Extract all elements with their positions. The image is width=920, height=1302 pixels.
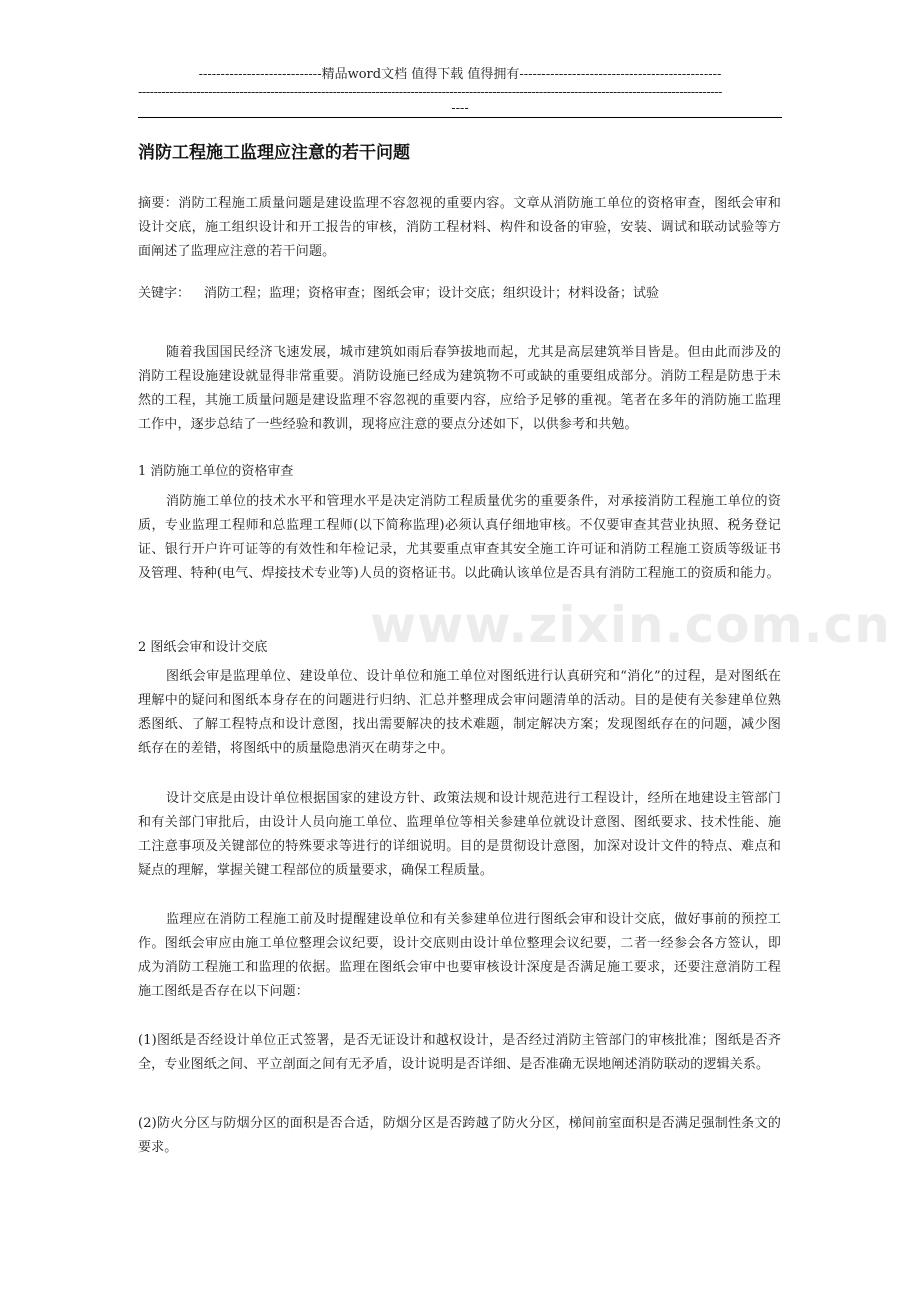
header-line-2: ------------------------------------------------------------------------------------------------------------------------------------------------------ (138, 85, 722, 100)
intro-paragraph: 随着我国国民经济飞速发展，城市建筑如雨后春笋拔地而起，尤其是高层建筑举目皆是。但由此而涉及的消防工程设施建设就显得非常重要。消防设施已经成为建筑物不可或缺的重要组成部分。消防工程是防患于未然的工程，其施工质量问题是建设监理不容忽视的重要内容，应给予足够的重视。笔者在多年的消防施工监理工作中，逐步总结了一些经验和教训，现将应注意的要点分述如下，以供参考和共勉。 (138, 345, 781, 432)
section-2-heading: 2 图纸会审和设计交底 (138, 640, 268, 655)
document-title: 消防工程施工监理应注意的若干问题 (138, 143, 410, 163)
section-2-paragraph-2: 设计交底是由设计单位根据国家的建设方针、政策法规和设计规范进行工程设计，经所在地建设主管部门和有关部门审批后，由设计人员向施工单位、监理单位等相关参建单位就设计意图、图纸要求、技术性能、施工注意事项及关键部位的特殊要求等进行的详细说明。目的是贯彻设计意图，加深对设计文件的特点、难点和疑点的理解，掌握关键工程部位的质量要求，确保工程质量。 (138, 791, 781, 878)
keywords-label: 关键字： (138, 286, 191, 301)
header-rule (138, 117, 782, 118)
section-2-paragraph-3: 监理应在消防工程施工前及时提醒建设单位和有关参建单位进行图纸会审和设计交底，做好事前的预控工作。图纸会审应由施工单位整理会议纪要，设计交底则由设计单位整理会议纪要，二者一经参会各方签认，即成为消防工程施工和监理的依据。监理在图纸会审中也要审核设计深度是否满足施工要求，还要注意消防工程施工图纸是否存在以下问题： (138, 912, 781, 999)
header-line-3: ---- (451, 101, 469, 116)
section-1-paragraph-1: 消防施工单位的技术水平和管理水平是决定消防工程质量优劣的重要条件，对承接消防工程施工单位的资质，专业监理工程师和总监理工程师(以下简称监理)必须认真仔细地审核。不仅要审查其营业执照、税务登记证、银行开户许可证等的有效性和年检记录，尤其要重点审查其安全施工许可证和消防工程施工资质等级证书及管理、特种(电气、焊接技术专业等)人员的资格证书。以此确认该单位是否具有消防工程施工的资质和能力。 (138, 494, 781, 581)
abstract-paragraph: 摘要：消防工程施工质量问题是建设监理不容忽视的重要内容。文章从消防施工单位的资格审查，图纸会审和设计交底，施工组织设计和开工报告的审核，消防工程材料、构件和设备的审验，安装、调试和联动试验等方面阐述了监理应注意的若干问题。 (138, 196, 781, 259)
list-item-2: (2)防火分区与防烟分区的面积是否合适，防烟分区是否跨越了防火分区，梯间前室面积是否满足强制性条文的要求。 (138, 1116, 781, 1155)
keywords-line (138, 282, 659, 306)
keywords-value: 消防工程；监理；资格审查；图纸会审；设计交底；组织设计；材料设备；试验 (204, 286, 660, 301)
section-1-heading: 1 消防施工单位的资格审查 (138, 464, 294, 479)
list-item-1: (1)图纸是否经设计单位正式签署，是否无证设计和越权设计，是否经过消防主管部门的审核批准；图纸是否齐全，专业图纸之间、平立剖面之间有无矛盾，设计说明是否详细、是否准确无误地阐述消防联动的逻辑关系。 (138, 1033, 781, 1072)
watermark: www.zixin.com.cn (370, 596, 891, 654)
header-line-1: ----------------------------精品word文档 值得下载 值得拥有---------------------------------------------- (198, 67, 722, 82)
section-2-paragraph-1: 图纸会审是监理单位、建设单位、设计单位和施工单位对图纸进行认真研究和“消化”的过程，是对图纸在理解中的疑问和图纸本身存在的问题进行归纳、汇总并整理成会审问题清单的活动。目的是使有关参建单位熟悉图纸、了解工程特点和设计意图，找出需要解决的技术难题，制定解决方案；发现图纸存在的问题，减少图纸存在的差错，将图纸中的质量隐患消灭在萌芽之中。 (138, 669, 781, 756)
